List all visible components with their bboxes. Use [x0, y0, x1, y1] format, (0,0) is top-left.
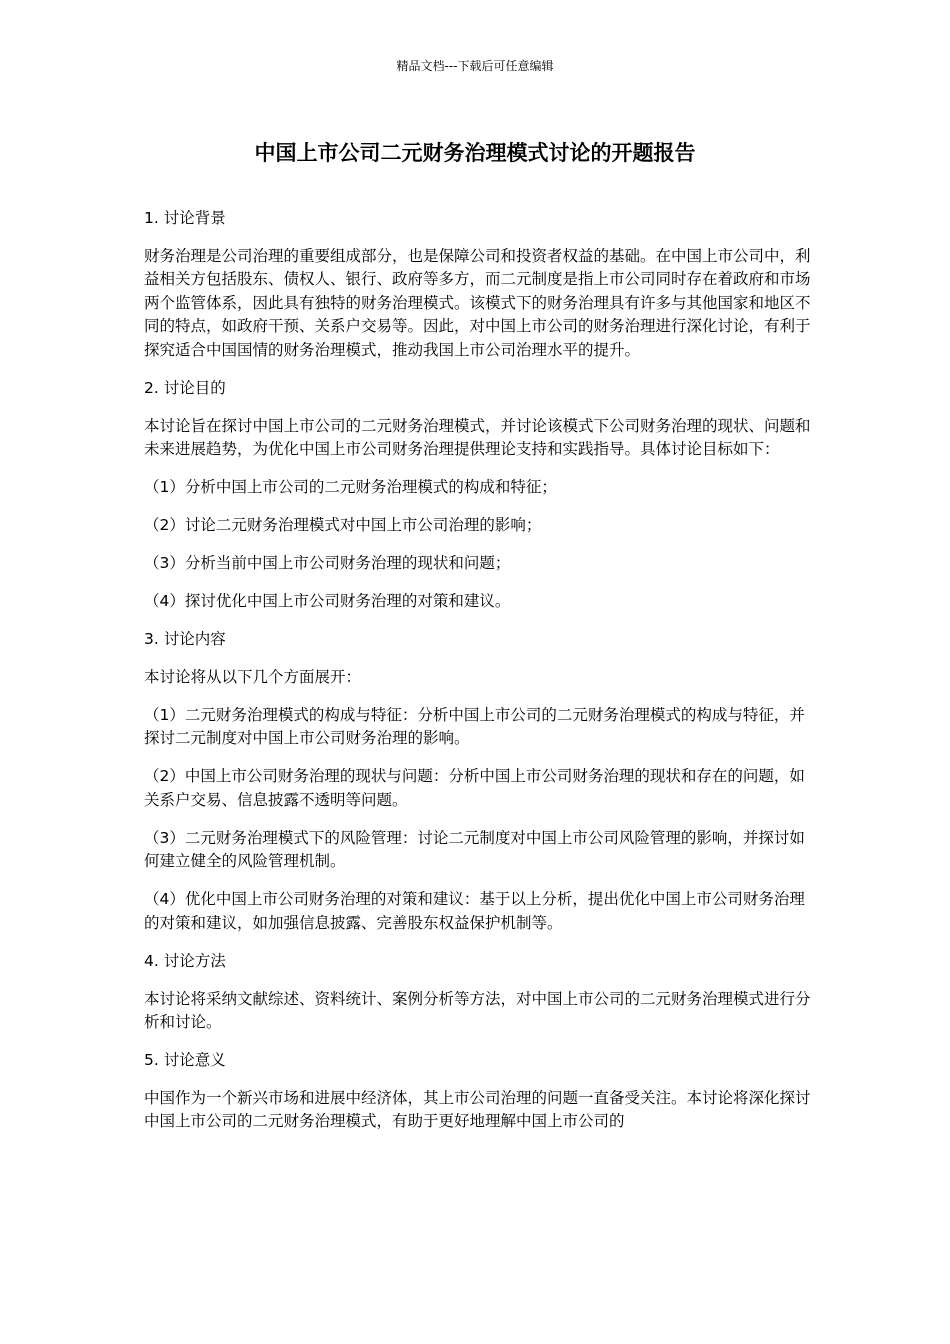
list-item-content-4: （4）优化中国上市公司财务治理的对策和建议：基于以上分析，提出优化中国上市公司财务治理的对策和建议，如加强信息披露、完善股东权益保护机制等。 [144, 890, 805, 932]
paragraph-background: 财务治理是公司治理的重要组成部分，也是保障公司和投资者权益的基础。在中国上市公司中，利益相关方包括股东、债权人、银行、政府等多方，而二元制度是指上市公司同时存在着政府和市场两个监管体系，因此具有独特的财务治理模式。该模式下的财务治理具有许多与其他国家和地区不同的特点，如政府干预、关系户交易等。因此，对中国上市公司的财务治理进行深化讨论，有利于探究适合中国国情的财务治理模式，推动我国上市公司治理水平的提升。 [144, 247, 811, 359]
document-body [144, 207, 812, 1148]
section-heading-purpose: 2. 讨论目的 [144, 378, 226, 397]
paragraph-purpose: 本讨论旨在探讨中国上市公司的二元财务治理模式，并讨论该模式下公司财务治理的现状、问题和未来进展趋势，为优化中国上市公司财务治理提供理论支持和实践指导。具体讨论目标如下： [144, 416, 811, 459]
section-heading-significance: 5. 讨论意义 [144, 1051, 226, 1070]
paragraph-significance: 中国作为一个新兴市场和进展中经济体，其上市公司治理的问题一直备受关注。本讨论将深化探讨中国上市公司的二元财务治理模式，有助于更好地理解中国上市公司的 [144, 1089, 811, 1131]
document-title: 中国上市公司二元财务治理模式讨论的开题报告 [254, 141, 696, 165]
list-item-purpose-3: （3）分析当前中国上市公司财务治理的现状和问题； [144, 554, 511, 573]
list-item-content-1: （1）二元财务治理模式的构成与特征：分析中国上市公司的二元财务治理模式的构成与特征，并探讨二元制度对中国上市公司财务治理的影响。 [144, 706, 805, 748]
list-item-content-2: （2）中国上市公司财务治理的现状与问题：分析中国上市公司财务治理的现状和存在的问题，如关系户交易、信息披露不透明等问题。 [144, 767, 805, 809]
section-heading-method: 4. 讨论方法 [144, 951, 226, 970]
section-heading-content: 3. 讨论内容 [144, 630, 226, 649]
list-item-purpose-2: （2）讨论二元财务治理模式对中国上市公司治理的影响； [144, 516, 542, 535]
list-item-purpose-1: （1）分析中国上市公司的二元财务治理模式的构成和特征； [144, 478, 557, 497]
paragraph-method: 本讨论将采纳文献综述、资料统计、案例分析等方法，对中国上市公司的二元财务治理模式进行分析和讨论。 [144, 989, 811, 1032]
header-note: 精品文档---下载后可任意编辑 [396, 59, 554, 73]
paragraph-content-intro: 本讨论将从以下几个方面展开： [144, 668, 362, 687]
list-item-purpose-4: （4）探讨优化中国上市公司财务治理的对策和建议。 [144, 592, 511, 611]
list-item-content-3: （3）二元财务治理模式下的风险管理：讨论二元制度对中国上市公司风险管理的影响，并探讨如何建立健全的风险管理机制。 [144, 828, 805, 871]
section-heading-background: 1. 讨论背景 [144, 209, 226, 227]
